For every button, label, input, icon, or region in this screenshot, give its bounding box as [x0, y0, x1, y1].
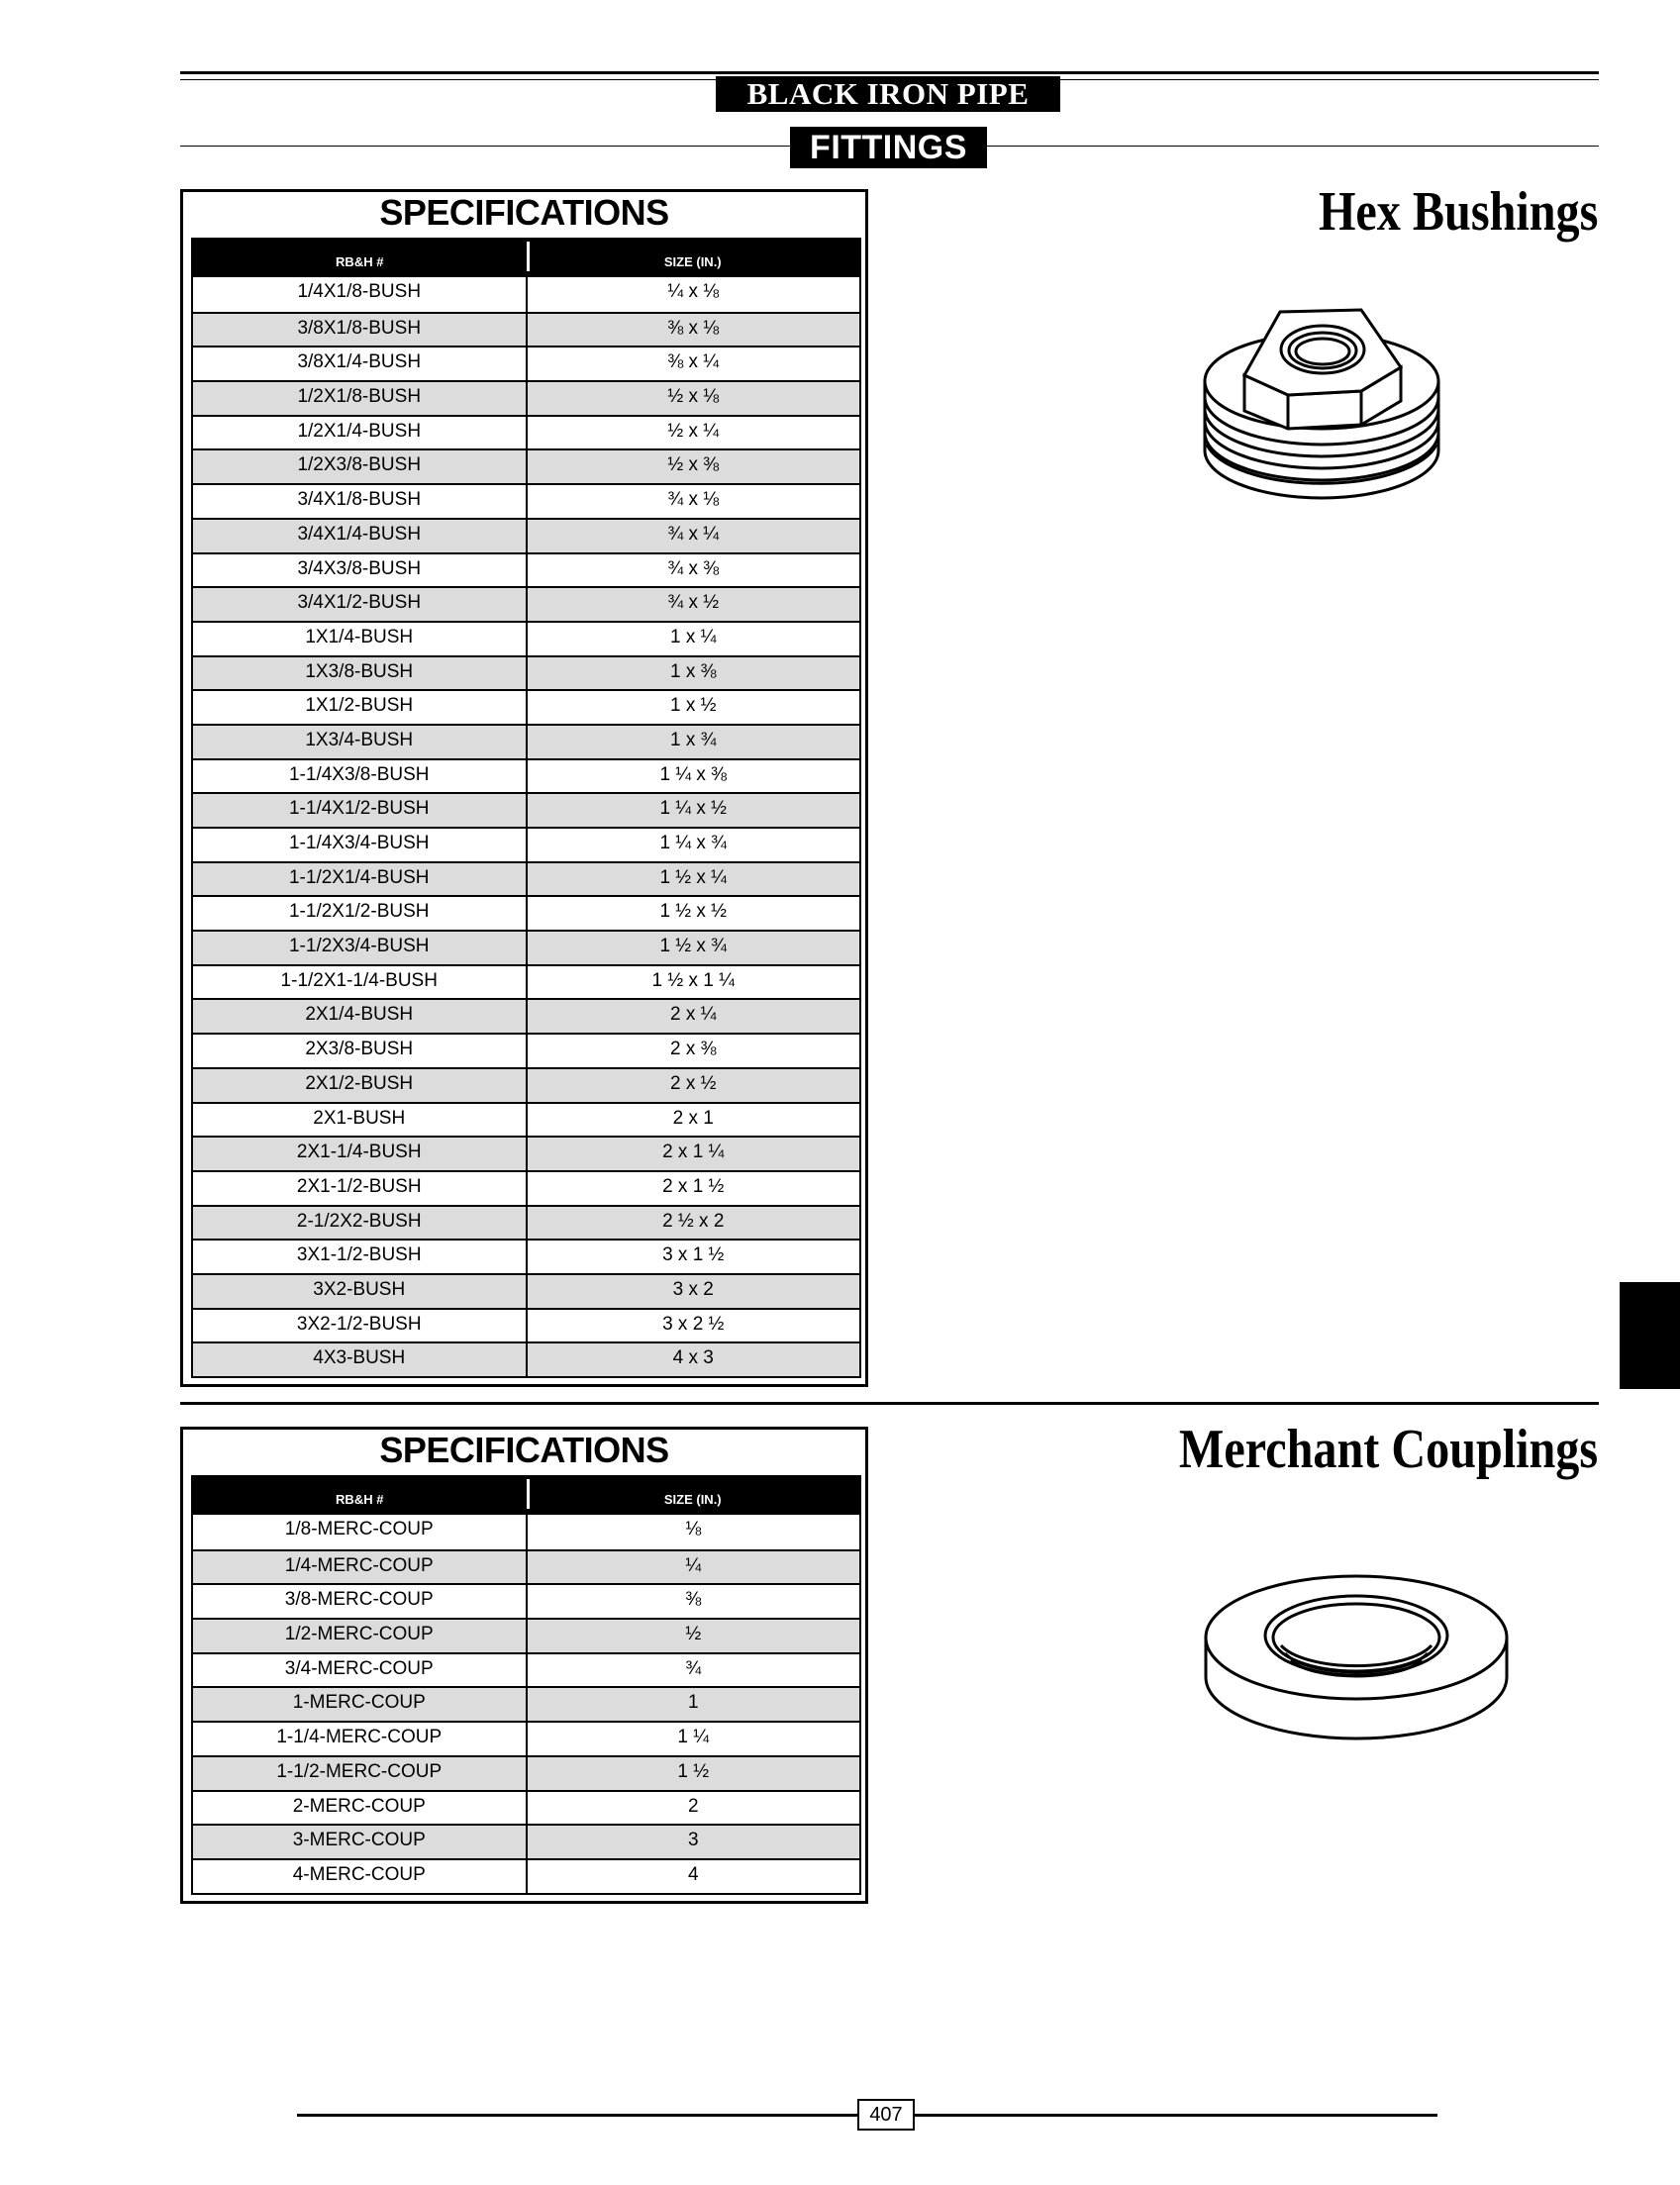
- size-cell: 1 ¼ x ½: [659, 798, 728, 820]
- specifications-heading: SPECIFICATIONS: [379, 1430, 669, 1470]
- table-row: [193, 930, 859, 964]
- part-number-cell: 1/2X3/8-BUSH: [193, 450, 528, 483]
- column-header-part-number: RB&H #: [336, 1492, 384, 1507]
- size-cell: 1 ½ x ¼: [659, 866, 728, 888]
- table-row: [193, 448, 859, 483]
- header-divider: [527, 242, 530, 271]
- column-header-size: SIZE (IN.): [663, 254, 722, 269]
- table-row: [193, 1067, 859, 1102]
- size-cell: 2 x ¼: [670, 1004, 717, 1026]
- part-number-cell: 3/8X1/8-BUSH: [193, 314, 528, 347]
- part-number-cell: 2X1/4-BUSH: [193, 1000, 528, 1033]
- table-row: [193, 621, 859, 655]
- table-row: [193, 758, 859, 793]
- part-number-cell: 2X1-BUSH: [193, 1104, 528, 1137]
- part-number-cell: 2-MERC-COUP: [193, 1792, 528, 1825]
- size-cell: 2 x 1: [672, 1107, 714, 1129]
- table-row: [193, 1239, 859, 1273]
- size-cell: ⅜ x ¼: [667, 351, 720, 373]
- specifications-panel-merchant-couplings: [180, 1427, 868, 1904]
- part-number-cell: 3/4-MERC-COUP: [193, 1654, 528, 1687]
- size-cell: ¼ x ⅛: [667, 281, 720, 302]
- size-cell: ¾: [685, 1657, 702, 1679]
- table-row: [193, 792, 859, 827]
- table-row: [193, 1686, 859, 1721]
- table-row: [193, 998, 859, 1033]
- table-header: [193, 1477, 859, 1515]
- size-cell: ⅜: [685, 1589, 702, 1611]
- part-number-cell: 1-1/2-MERC-COUP: [193, 1757, 528, 1790]
- part-number-cell: 1-1/2X1/4-BUSH: [193, 863, 528, 896]
- size-cell: 1 x ½: [670, 695, 717, 717]
- table-row: [193, 1205, 859, 1240]
- size-cell: 1 ¼ x ⅜: [659, 763, 728, 785]
- part-number-cell: 2-1/2X2-BUSH: [193, 1207, 528, 1240]
- header-divider: [527, 1479, 530, 1509]
- size-cell: ¾ x ½: [667, 592, 720, 614]
- table-row: [193, 518, 859, 552]
- size-cell: ⅛: [685, 1519, 702, 1539]
- part-number-cell: 2X3/8-BUSH: [193, 1035, 528, 1067]
- table-row: [193, 1549, 859, 1584]
- column-header-part-number: RB&H #: [336, 254, 384, 269]
- table-row: [193, 861, 859, 896]
- part-number-cell: 3X1-1/2-BUSH: [193, 1241, 528, 1273]
- specifications-panel-hex-bushings: [180, 189, 868, 1387]
- table-row: [193, 552, 859, 587]
- size-cell: ½ x ¼: [667, 420, 720, 442]
- category-banner: BLACK IRON PIPE: [716, 76, 1060, 112]
- table-row: [193, 1652, 859, 1687]
- size-cell: 1 ¼ x ¾: [659, 833, 728, 853]
- table-row: [193, 689, 859, 724]
- section-divider: [180, 1402, 1599, 1405]
- size-cell: ¾ x ⅜: [667, 557, 720, 579]
- part-number-cell: 3/4X1/4-BUSH: [193, 520, 528, 552]
- table-row: [193, 1755, 859, 1790]
- part-number-cell: 1X3/8-BUSH: [193, 657, 528, 690]
- part-number-cell: 1-1/2X1/2-BUSH: [193, 897, 528, 930]
- table-row: [193, 1618, 859, 1652]
- size-cell: 1 ½ x ¾: [659, 936, 728, 957]
- table-row: [193, 1136, 859, 1170]
- part-number-cell: 1X1/2-BUSH: [193, 691, 528, 724]
- part-number-cell: 3/8-MERC-COUP: [193, 1585, 528, 1618]
- size-cell: 4 x 3: [672, 1347, 714, 1369]
- specifications-heading: SPECIFICATIONS: [379, 192, 669, 233]
- size-cell: 2 ½ x 2: [662, 1210, 725, 1232]
- size-cell: 1 x ¼: [670, 626, 717, 647]
- part-number-cell: 1-1/4X3/4-BUSH: [193, 829, 528, 861]
- size-cell: ¾ x ¼: [667, 523, 720, 545]
- table-row: [193, 1102, 859, 1137]
- table-row: [193, 415, 859, 449]
- size-cell: 2 x 1 ½: [662, 1175, 725, 1197]
- size-cell: 4: [687, 1863, 699, 1885]
- part-number-cell: 1-1/4-MERC-COUP: [193, 1723, 528, 1755]
- part-number-cell: 2X1-1/4-BUSH: [193, 1138, 528, 1170]
- product-title-hex-bushings: Hex Bushings: [1318, 181, 1598, 243]
- table-body: [193, 277, 859, 1376]
- part-number-cell: 2X1-1/2-BUSH: [193, 1172, 528, 1205]
- part-number-cell: 1X1/4-BUSH: [193, 623, 528, 655]
- column-header-size: SIZE (IN.): [663, 1492, 722, 1507]
- size-cell: 3: [687, 1830, 699, 1851]
- part-number-cell: 3/4X3/8-BUSH: [193, 554, 528, 587]
- table-row: [193, 1170, 859, 1205]
- table-body: [193, 1515, 859, 1893]
- size-cell: ½ x ⅜: [667, 454, 720, 476]
- part-number-cell: 1-1/2X3/4-BUSH: [193, 932, 528, 964]
- part-number-cell: 1-1/4X3/8-BUSH: [193, 760, 528, 793]
- table-row: [193, 346, 859, 380]
- header-rule-top-thick: [180, 71, 1599, 74]
- size-cell: 1 ¼: [677, 1727, 710, 1748]
- size-cell: 2 x 1 ¼: [662, 1142, 725, 1163]
- part-number-cell: 1/2-MERC-COUP: [193, 1620, 528, 1652]
- table-row: [193, 277, 859, 312]
- part-number-cell: 1-1/4X1/2-BUSH: [193, 794, 528, 827]
- spec-table-merchant-couplings: [191, 1475, 861, 1895]
- table-row: [193, 1721, 859, 1755]
- size-cell: 2 x ½: [670, 1072, 717, 1094]
- table-row: [193, 312, 859, 347]
- table-row: [193, 1515, 859, 1549]
- size-cell: ¾ x ⅛: [667, 489, 720, 511]
- table-row: [193, 1308, 859, 1342]
- size-cell: 1: [687, 1692, 699, 1714]
- part-number-cell: 3/4X1/2-BUSH: [193, 588, 528, 621]
- table-row: [193, 1824, 859, 1858]
- part-number-cell: 1-MERC-COUP: [193, 1688, 528, 1721]
- table-header: [193, 240, 859, 277]
- part-number-cell: 3/4X1/8-BUSH: [193, 485, 528, 518]
- part-number-cell: 4X3-BUSH: [193, 1343, 528, 1376]
- table-row: [193, 1790, 859, 1825]
- part-number-cell: 3X2-BUSH: [193, 1275, 528, 1308]
- size-cell: 3 x 1 ½: [662, 1244, 725, 1266]
- size-cell: 2 x ⅜: [670, 1039, 717, 1060]
- section-tab-marker: [1620, 1282, 1680, 1389]
- size-cell: 1 x ⅜: [670, 660, 717, 682]
- size-cell: ½: [685, 1624, 702, 1645]
- merchant-coupling-illustration: [1198, 1566, 1515, 1749]
- size-cell: 3 x 2: [672, 1278, 714, 1300]
- part-number-cell: 1-1/2X1-1/4-BUSH: [193, 966, 528, 999]
- part-number-cell: 3X2-1/2-BUSH: [193, 1310, 528, 1342]
- part-number-cell: 1/4-MERC-COUP: [193, 1551, 528, 1584]
- size-cell: ½ x ⅛: [667, 386, 720, 408]
- size-cell: 1 ½: [677, 1760, 710, 1782]
- size-cell: 1 ½ x 1 ¼: [651, 969, 735, 991]
- table-row: [193, 895, 859, 930]
- part-number-cell: 3-MERC-COUP: [193, 1826, 528, 1858]
- part-number-cell: 1/2X1/8-BUSH: [193, 382, 528, 415]
- size-cell: ¼: [685, 1554, 702, 1576]
- table-row: [193, 724, 859, 758]
- spec-table-hex-bushings: [191, 238, 861, 1378]
- hex-bushing-illustration: [1193, 302, 1450, 545]
- size-cell: ⅜ x ⅛: [667, 317, 720, 339]
- table-row: [193, 1583, 859, 1618]
- part-number-cell: 1/4X1/8-BUSH: [193, 277, 528, 312]
- subcategory-banner: FITTINGS: [790, 127, 987, 168]
- part-number-cell: 2X1/2-BUSH: [193, 1069, 528, 1102]
- table-row: [193, 586, 859, 621]
- part-number-cell: 4-MERC-COUP: [193, 1860, 528, 1893]
- table-row: [193, 827, 859, 861]
- part-number-cell: 1/8-MERC-COUP: [193, 1515, 528, 1549]
- table-row: [193, 1858, 859, 1893]
- size-cell: 2: [687, 1795, 699, 1817]
- size-cell: 3 x 2 ½: [662, 1313, 725, 1335]
- part-number-cell: 1X3/4-BUSH: [193, 726, 528, 758]
- table-row: [193, 964, 859, 999]
- part-number-cell: 1/2X1/4-BUSH: [193, 417, 528, 449]
- product-title-merchant-couplings: Merchant Couplings: [1178, 1419, 1598, 1480]
- part-number-cell: 3/8X1/4-BUSH: [193, 348, 528, 380]
- size-cell: 1 x ¾: [670, 729, 717, 750]
- table-row: [193, 483, 859, 518]
- table-row: [193, 1273, 859, 1308]
- table-row: [193, 655, 859, 690]
- size-cell: 1 ½ x ½: [659, 901, 728, 923]
- page-number: 407: [857, 2099, 915, 2131]
- table-row: [193, 380, 859, 415]
- table-row: [193, 1341, 859, 1376]
- table-row: [193, 1033, 859, 1067]
